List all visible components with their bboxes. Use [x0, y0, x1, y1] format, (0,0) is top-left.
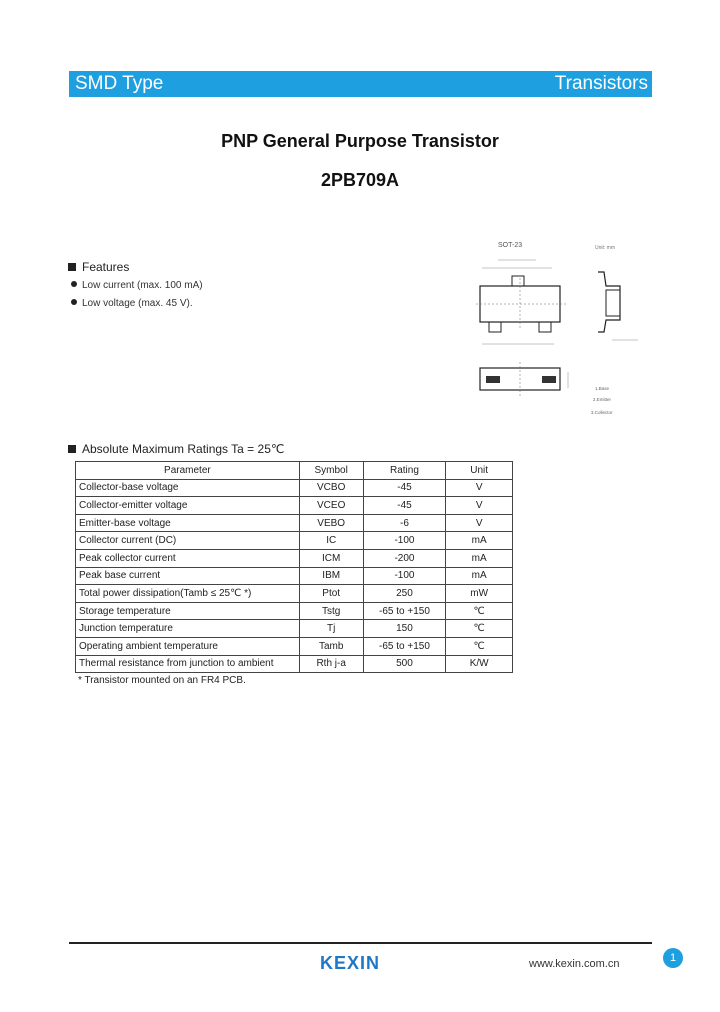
page-title: PNP General Purpose Transistor: [221, 131, 499, 151]
features-heading: Features: [68, 260, 129, 274]
column-header: Rating: [363, 462, 446, 480]
unit-cell: K/W: [446, 655, 513, 673]
pin-label: 1.Base: [595, 386, 610, 391]
unit-cell: ℃: [446, 637, 513, 655]
parameter-cell: Collector-base voltage: [76, 479, 300, 497]
parameter-cell: Emitter-base voltage: [76, 514, 300, 532]
rating-cell: -6: [363, 514, 446, 532]
table-row: [76, 514, 513, 532]
unit-label: Unit: mm: [595, 245, 615, 251]
table-row: [76, 585, 513, 603]
table-footnote: * Transistor mounted on an FR4 PCB.: [78, 675, 246, 686]
symbol-cell: ICM: [299, 549, 363, 567]
part-number: 2PB709A: [320, 170, 400, 190]
table-row: [76, 620, 513, 638]
table-row: [76, 479, 513, 497]
symbol-cell: Tj: [299, 620, 363, 638]
table-header-row: [76, 462, 513, 480]
parameter-cell: Peak collector current: [76, 549, 300, 567]
parameter-cell: Operating ambient temperature: [76, 637, 300, 655]
unit-cell: ℃: [446, 602, 513, 620]
rating-cell: -200: [363, 549, 446, 567]
header-category: SMD Type: [75, 73, 164, 94]
unit-cell: mA: [446, 549, 513, 567]
square-bullet-icon: [68, 263, 76, 271]
rating-cell: 500: [363, 655, 446, 673]
symbol-cell: VCEO: [299, 497, 363, 515]
table-row: [76, 602, 513, 620]
feature-item: Low current (max. 100 mA): [71, 280, 203, 291]
rating-cell: -45: [363, 479, 446, 497]
unit-cell: V: [446, 479, 513, 497]
sot23-package-drawing: [462, 238, 662, 428]
table-row: [76, 655, 513, 673]
package-name: SOT-23: [498, 242, 523, 249]
symbol-cell: IBM: [299, 567, 363, 585]
column-header: Parameter: [76, 462, 300, 480]
column-header: Symbol: [299, 462, 363, 480]
unit-cell: mA: [446, 567, 513, 585]
table-row: [76, 532, 513, 550]
bullet-icon: [71, 299, 77, 305]
column-header: Unit: [446, 462, 513, 480]
symbol-cell: Rth j-a: [299, 655, 363, 673]
rating-cell: -100: [363, 567, 446, 585]
pin-label: 2.Emitter: [593, 397, 612, 402]
symbol-cell: IC: [299, 532, 363, 550]
unit-cell: V: [446, 497, 513, 515]
kexin-logo: KEXIN: [320, 953, 381, 973]
unit-cell: mW: [446, 585, 513, 603]
table-row: [76, 567, 513, 585]
bullet-icon: [71, 281, 77, 287]
ratings-heading: Absolute Maximum Ratings Ta = 25℃: [68, 442, 284, 456]
parameter-cell: Peak base current: [76, 567, 300, 585]
symbol-cell: VEBO: [299, 514, 363, 532]
parameter-cell: Thermal resistance from junction to ambient: [76, 655, 300, 673]
parameter-cell: Collector-emitter voltage: [76, 497, 300, 515]
absolute-max-ratings-table: [75, 461, 513, 673]
table-row: [76, 637, 513, 655]
table-row: [76, 497, 513, 515]
pin-label: 3.Collector: [591, 410, 613, 415]
rating-cell: -65 to +150: [363, 602, 446, 620]
rating-cell: 150: [363, 620, 446, 638]
unit-cell: ℃: [446, 620, 513, 638]
website-link[interactable]: www.kexin.com.cn: [529, 958, 620, 970]
parameter-cell: Junction temperature: [76, 620, 300, 638]
feature-item: Low voltage (max. 45 V).: [71, 298, 193, 309]
footer-divider: [69, 942, 652, 944]
header-bar: [69, 71, 652, 97]
symbol-cell: Tamb: [299, 637, 363, 655]
square-bullet-icon: [68, 445, 76, 453]
parameter-cell: Storage temperature: [76, 602, 300, 620]
header-product-type: Transistors: [554, 73, 648, 94]
symbol-cell: Tstg: [299, 602, 363, 620]
page-number: 1: [663, 948, 683, 968]
parameter-cell: Collector current (DC): [76, 532, 300, 550]
unit-cell: mA: [446, 532, 513, 550]
symbol-cell: Ptot: [299, 585, 363, 603]
rating-cell: -65 to +150: [363, 637, 446, 655]
rating-cell: -45: [363, 497, 446, 515]
parameter-cell: Total power dissipation(Tamb ≤ 25℃ *): [76, 585, 300, 603]
table-row: [76, 549, 513, 567]
rating-cell: 250: [363, 585, 446, 603]
rating-cell: -100: [363, 532, 446, 550]
symbol-cell: VCBO: [299, 479, 363, 497]
unit-cell: V: [446, 514, 513, 532]
